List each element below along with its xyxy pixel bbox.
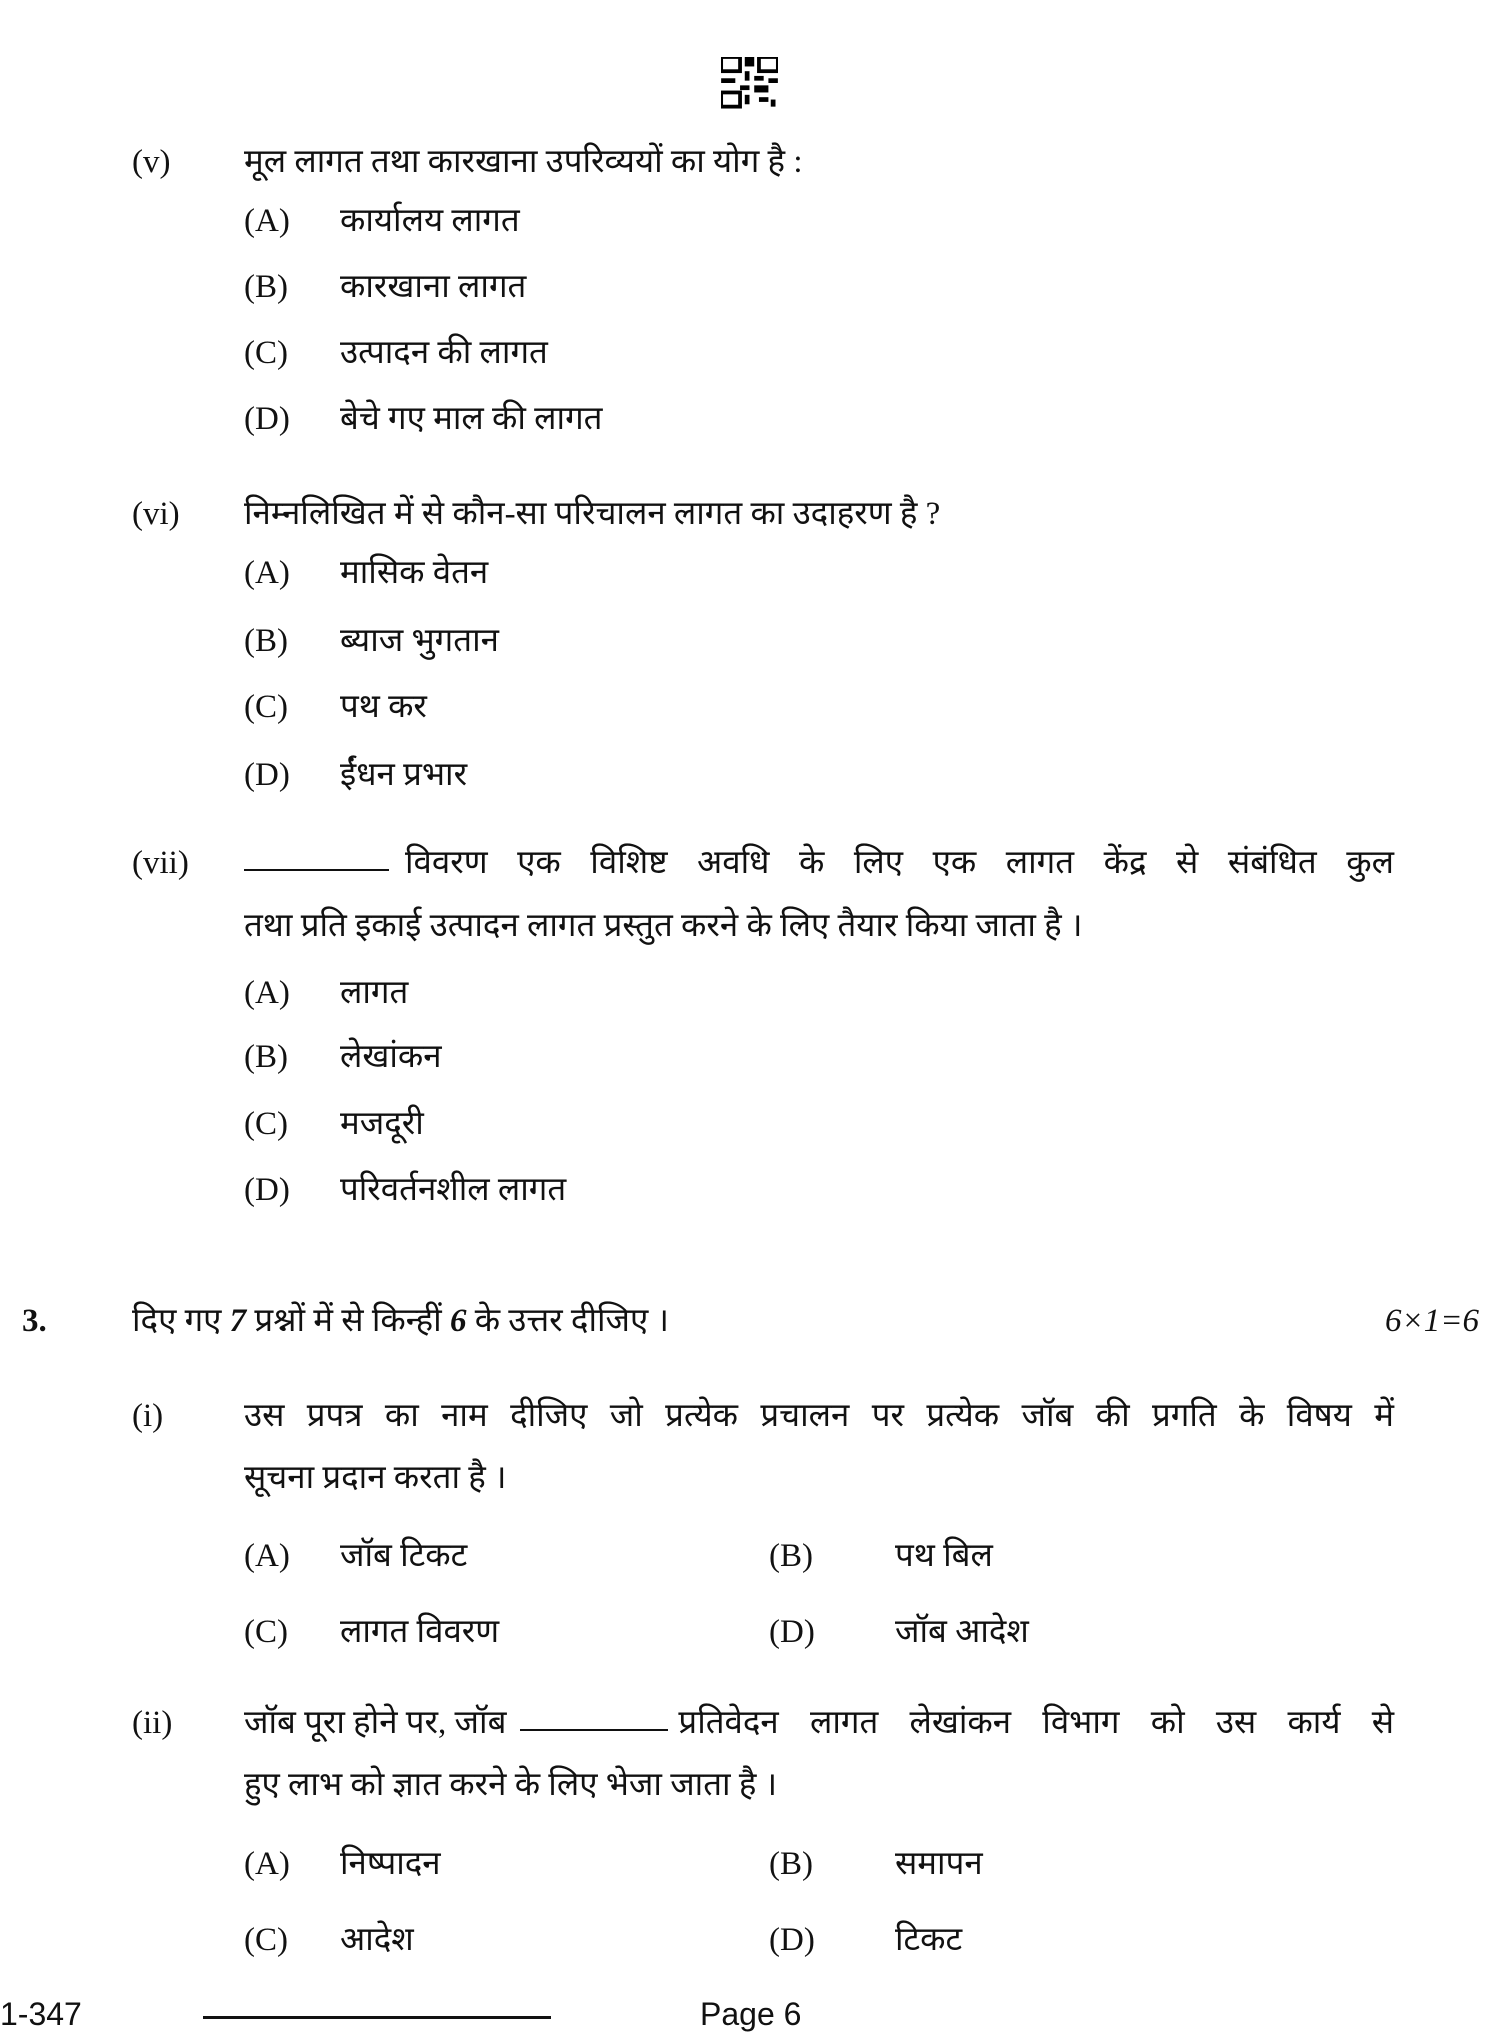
option-text: ब्याज भुगतान: [340, 623, 499, 659]
option-label: (A): [244, 203, 290, 239]
qr-code-icon: [721, 57, 778, 109]
option-text: लागत विवरण: [340, 1614, 500, 1650]
question-text: [244, 843, 1394, 883]
option-label: (C): [244, 335, 288, 371]
instruction-text: दिए गए: [132, 1303, 230, 1339]
question-label: (ii): [132, 1705, 173, 1741]
question-text: [244, 1703, 1394, 1743]
question-text: मूल लागत तथा कारखाना उपरिव्ययों का योग है :: [244, 144, 803, 180]
option-label: (D): [244, 1172, 290, 1208]
question-text-start: जॉब पूरा होने पर, जॉब: [244, 1705, 507, 1741]
option-text: आदेश: [340, 1922, 414, 1958]
option-label: (A): [244, 555, 290, 591]
option-text: पथ बिल: [895, 1538, 993, 1574]
attempt-count: 6: [449, 1303, 467, 1339]
option-label: (B): [769, 1538, 813, 1574]
option-label: (A): [244, 975, 290, 1011]
option-text: परिवर्तनशील लागत: [340, 1172, 567, 1208]
question-label: (vii): [132, 845, 189, 881]
question-number: 3.: [22, 1303, 47, 1339]
option-text: उत्पादन की लागत: [340, 335, 548, 371]
option-text: लेखांकन: [340, 1039, 442, 1075]
marks: 6×1=6: [1384, 1303, 1479, 1339]
option-text: कारखाना लागत: [340, 269, 527, 305]
question-text-line2: तथा प्रति इकाई उत्पादन लागत प्रस्तुत करने के लिए तैयार किया जाता है ।: [244, 908, 1083, 944]
option-label: (A): [244, 1846, 290, 1882]
option-text: कार्यालय लागत: [340, 203, 520, 239]
answer-blank: [520, 1703, 668, 1731]
option-label: (B): [244, 1039, 288, 1075]
option-label: (C): [244, 1922, 288, 1958]
answer-blank: [244, 843, 389, 871]
total-questions: 7: [229, 1303, 247, 1339]
question-label: (vi): [132, 496, 180, 532]
option-text: जॉब आदेश: [895, 1614, 1029, 1650]
question-text-line1: विवरण एक विशिष्ट अवधि के लिए एक लागत केंद्र से संबंधित कुल: [405, 845, 1394, 881]
instruction-text: के उत्तर दीजिए ।: [466, 1303, 670, 1339]
option-text: टिकट: [895, 1922, 963, 1958]
option-text: लागत: [340, 975, 409, 1011]
option-text: मासिक वेतन: [340, 555, 489, 591]
question-text-line2: सूचना प्रदान करता है ।: [244, 1460, 507, 1496]
option-label: (D): [769, 1614, 815, 1650]
footer-divider: [203, 2016, 551, 2019]
option-label: (D): [244, 401, 290, 437]
option-label: (D): [244, 757, 290, 793]
option-label: (C): [244, 1106, 288, 1142]
question-instruction: [132, 1301, 669, 1341]
instruction-text: प्रश्नों में से किन्हीं: [246, 1303, 450, 1339]
page-number: Page 6: [700, 1996, 802, 2032]
question-label: (i): [132, 1398, 164, 1434]
paper-code: 1-347: [0, 1996, 82, 2032]
question-text: निम्नलिखित में से कौन-सा परिचालन लागत का उदाहरण है ?: [244, 496, 941, 532]
option-text: पथ कर: [340, 689, 427, 725]
option-text: मजदूरी: [340, 1106, 424, 1142]
option-label: (B): [769, 1846, 813, 1882]
option-text: जॉब टिकट: [340, 1538, 468, 1574]
question-label: (v): [132, 144, 171, 180]
option-text: निष्पादन: [340, 1846, 441, 1882]
option-label: (A): [244, 1538, 290, 1574]
option-text: ईंधन प्रभार: [340, 757, 468, 793]
question-text-line2: हुए लाभ को ज्ञात करने के लिए भेजा जाता है ।: [244, 1767, 778, 1803]
option-label: (C): [244, 1614, 288, 1650]
option-label: (C): [244, 689, 288, 725]
option-text: समापन: [895, 1846, 983, 1882]
option-label: (D): [769, 1922, 815, 1958]
option-label: (B): [244, 269, 288, 305]
option-label: (B): [244, 623, 288, 659]
question-text-line1: उस प्रपत्र का नाम दीजिए जो प्रत्येक प्रचालन पर प्रत्येक जॉब की प्रगति के विषय में: [244, 1398, 1394, 1434]
question-text-end: प्रतिवेदन लागत लेखांकन विभाग को उस कार्य से: [678, 1705, 1394, 1741]
option-text: बेचे गए माल की लागत: [340, 401, 603, 437]
